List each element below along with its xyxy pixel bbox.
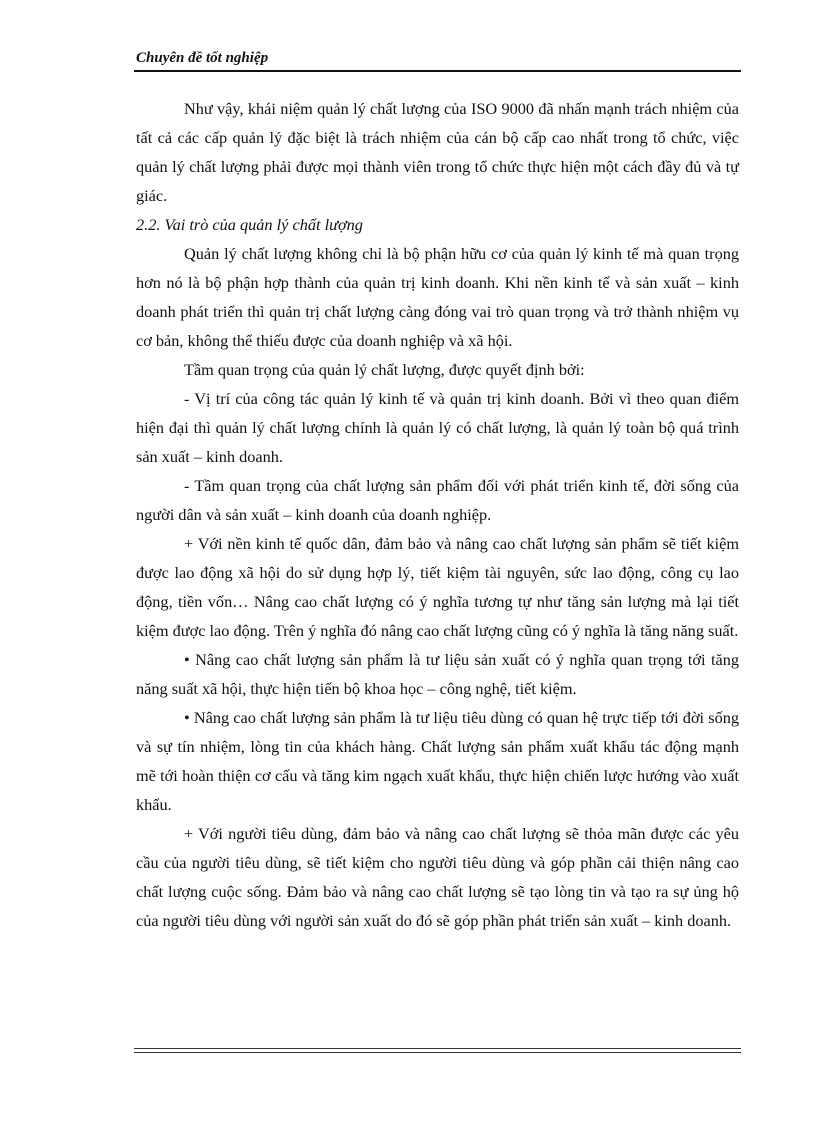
list-item-bullet-2: • Nâng cao chất lượng sản phẩm là tư liệu tiêu dùng có quan hệ trực tiếp tới đời sống và sự tín nhiệm, lòng tin của khách hàng. Chất lượng sản phẩm xuất khẩu tác động mạnh mẽ tới hoàn thiện cơ cấu và tăng kim ngạch xuất khẩu, thực hiện chiến lược hướng vào xuất khẩu. (136, 708, 739, 814)
paragraph-importance-lead: Tầm quan trọng của quản lý chất lượng, được quyết định bởi: (184, 360, 585, 379)
list-item-plus-2: + Với người tiêu dùng, đảm bảo và nâng cao chất lượng sẽ thỏa mãn được các yêu cầu của người tiêu dùng, sẽ tiết kiệm cho người tiêu dùng và góp phần cải thiện nâng cao chất lượng cuộc sống. Đảm bảo và nâng cao chất lượng sẽ tạo lòng tin và tạo ra sự ủng hộ của người tiêu dùng với người sản xuất do đó sẽ góp phần phát triển sản xuất – kinh doanh. (136, 824, 739, 930)
list-item-plus-1: + Với nền kinh tế quốc dân, đảm bảo và nâng cao chất lượng sản phẩm sẽ tiết kiệm được lao động xã hội do sử dụng hợp lý, tiết kiệm tài nguyên, sức lao động, công cụ lao động, tiền vốn… Nâng cao chất lượng có ý nghĩa tương tự như tăng sản lượng mà lại tiết kiệm được lao động. Trên ý nghĩa đó nâng cao chất lượng cũng có ý nghĩa là tăng năng suất. (136, 534, 739, 640)
paragraph-role-intro: Quản lý chất lượng không chỉ là bộ phận hữu cơ của quản lý kinh tế mà quan trọng hơn nó là bộ phận hợp thành của quản trị kinh doanh. Khi nền kinh tế và sản xuất – kinh doanh phát triển thì quản trị chất lượng càng đóng vai trò quan trọng và trở thành nhiệm vụ cơ bản, không thể thiếu được của doanh nghiệp và xã hội. (136, 244, 739, 350)
section-heading: 2.2. Vai trò của quản lý chất lượng (136, 215, 363, 234)
list-item-dash-1: - Vị trí của công tác quản lý kinh tế và quản trị kinh doanh. Bởi vì theo quan điểm hiện đại thì quản lý chất lượng chính là quản lý có chất lượng, là quản lý toàn bộ quá trình sản xuất – kinh doanh. (136, 389, 739, 466)
page-header-title: Chuyên đề tốt nghiệp (136, 50, 269, 66)
document-body (136, 94, 739, 935)
footer-divider (134, 1048, 741, 1053)
list-item-dash-2: - Tầm quan trọng của chất lượng sản phẩm đối với phát triển kinh tế, đời sống của người dân và sản xuất – kinh doanh của doanh nghiệp. (136, 476, 739, 524)
paragraph-iso-definition: Như vậy, khái niệm quản lý chất lượng của ISO 9000 đã nhấn mạnh trách nhiệm của tất cả các cấp quản lý đặc biệt là trách nhiệm của cán bộ cấp cao nhất trong tổ chức, việc quản lý chất lượng phải được mọi thành viên trong tổ chức thực hiện một cách đầy đủ và tự giác. (136, 99, 739, 205)
list-item-bullet-1: • Nâng cao chất lượng sản phẩm là tư liệu sản xuất có ý nghĩa quan trọng tới tăng năng suất xã hội, thực hiện tiến bộ khoa học – công nghệ, tiết kiệm. (136, 650, 739, 698)
header-divider (134, 70, 741, 72)
